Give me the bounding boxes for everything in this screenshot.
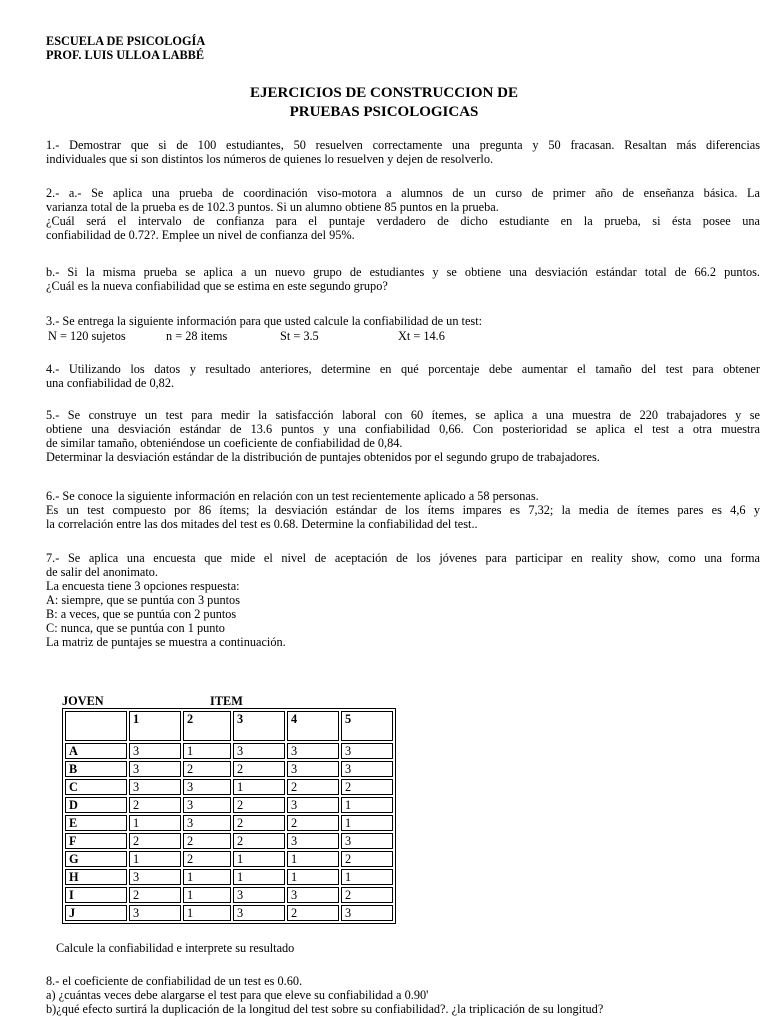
exercise-7-option-c: C: nunca, que se puntúa con 1 punto — [46, 621, 225, 635]
score-cell: 1 — [129, 815, 181, 831]
score-cell: 2 — [341, 887, 393, 903]
score-cell: 3 — [129, 869, 181, 885]
exercise-6-line-1: 6.- Se conoce la siguiente información en relación con un test recientemente aplicado a 58 personas. — [46, 489, 539, 503]
exercise-7-line-7: La matriz de puntajes se muestra a continuación. — [46, 635, 286, 649]
exercise-8-line-1: 8.- el coeficiente de confiabilidad de un test es 0.60. — [46, 974, 303, 988]
matrix-row — [65, 851, 393, 867]
matrix-row — [65, 833, 393, 849]
score-cell: 3 — [233, 905, 285, 921]
stat-xt: Xt = 14.6 — [398, 329, 445, 343]
score-cell: 1 — [183, 905, 231, 921]
exercise-7-option-a: A: siempre, que se puntúa con 3 puntos — [46, 593, 240, 607]
exercise-6 — [46, 489, 760, 531]
exercise-5-line-1: 5.- Se construye un test para medir la satisfacción laboral con 60 ítemes, se aplica a una muestra de 220 trabajadores y se — [46, 408, 760, 422]
joven-label-cell: A — [65, 743, 127, 759]
stat-n-subjects: N = 120 sujetos — [48, 329, 126, 343]
matrix-row — [65, 761, 393, 777]
matrix-item-label: ITEM — [210, 694, 243, 708]
score-cell: 3 — [183, 797, 231, 813]
exercise-8 — [46, 974, 760, 1016]
joven-label-cell: D — [65, 797, 127, 813]
score-cell: 3 — [183, 815, 231, 831]
title-line-1: EJERCICIOS DE CONSTRUCCION DE — [250, 85, 518, 101]
exercise-3-line-1: 3.- Se entrega la siguiente información para que usted calcule la confiabilidad de un test: — [46, 314, 483, 328]
document-title — [0, 84, 768, 122]
matrix-row — [65, 797, 393, 813]
matrix-row — [65, 815, 393, 831]
exercise-7-option-b: B: a veces, que se puntúa con 2 puntos — [46, 607, 237, 621]
exercise-2a-line-2: varianza total de la prueba es de 102.3 puntos. Si un alumno obtiene 85 puntos en la prueba. — [46, 200, 499, 214]
exercise-8-line-2: a) ¿cuántas veces debe alargarse el test para que eleve su confiabilidad a 0.90' — [46, 988, 429, 1002]
stat-n-items: n = 28 items — [166, 329, 228, 343]
score-cell: 3 — [287, 797, 339, 813]
exercise-5-line-4: Determinar la desviación estándar de la distribución de puntajes obtenidos por el segundo grupo de trabajadores. — [46, 450, 600, 464]
score-cell: 3 — [341, 905, 393, 921]
joven-label-cell: B — [65, 761, 127, 777]
exercise-5-line-3: de similar tamaño, obteniéndose un coeficiente de confiabilidad de 0,84. — [46, 436, 403, 450]
score-cell: 1 — [341, 797, 393, 813]
joven-label-cell: C — [65, 779, 127, 795]
score-cell: 3 — [233, 887, 285, 903]
score-cell: 2 — [341, 851, 393, 867]
score-cell: 1 — [287, 869, 339, 885]
score-cell: 3 — [287, 761, 339, 777]
professor-name: PROF. LUIS ULLOA LABBÉ — [46, 48, 205, 62]
score-cell: 1 — [183, 743, 231, 759]
matrix-instruction: Calcule la confiabilidad e interprete su resultado — [56, 941, 295, 955]
exercise-1 — [46, 138, 760, 166]
document-header — [46, 34, 205, 62]
score-cell: 3 — [341, 833, 393, 849]
score-cell: 3 — [129, 743, 181, 759]
score-cell: 3 — [183, 779, 231, 795]
exercise-5-line-2: obtiene una desviación estándar de 13.6 puntos y una confiabilidad 0,66. Con posterioridad se aplica el test a otra muestra — [46, 422, 760, 436]
exercise-6-line-2: Es un test compuesto por 86 ítems; la desviación estándar de los ítems impares es 7,32; la media de ítemes pares es 4,6 y — [46, 503, 760, 517]
exercise-6-line-3: la correlación entre las dos mitades del test es 0.68. Determine la confiabilidad del test.. — [46, 517, 478, 531]
score-cell: 3 — [129, 761, 181, 777]
score-cell: 2 — [287, 905, 339, 921]
score-cell: 2 — [287, 815, 339, 831]
score-cell: 2 — [341, 779, 393, 795]
exercise-2a-line-1: 2.- a.- Se aplica una prueba de coordinación viso-motora a alumnos de un curso de primer año de enseñanza básica. La — [46, 186, 760, 200]
exercise-4-line-2: una confiabilidad de 0,82. — [46, 376, 175, 390]
score-cell: 3 — [341, 743, 393, 759]
exercise-7-line-3: La encuesta tiene 3 opciones respuesta: — [46, 579, 240, 593]
school-name: ESCUELA DE PSICOLOGÍA — [46, 34, 206, 48]
matrix-header-row — [65, 711, 393, 741]
joven-label-cell: H — [65, 869, 127, 885]
score-cell: 2 — [287, 779, 339, 795]
exercise-8-line-3: b)¿qué efecto surtirá la duplicación de la longitud del test sobre su confiabilidad?. ¿la triplicación de su longitud? — [46, 1002, 604, 1016]
exercise-4 — [46, 362, 760, 390]
score-cell: 2 — [183, 833, 231, 849]
exercise-3 — [46, 314, 760, 328]
score-cell: 1 — [183, 869, 231, 885]
score-cell: 2 — [129, 887, 181, 903]
joven-label-cell: I — [65, 887, 127, 903]
exercise-2a-line-3: ¿Cuál será el intervalo de confianza para el puntaje verdadero de dicho estudiante en la prueba, si ésta posee una — [46, 214, 760, 228]
item-header-4: 4 — [287, 711, 339, 741]
score-cell: 1 — [341, 869, 393, 885]
exercise-2a — [46, 186, 760, 242]
exercise-4-line-1: 4.- Utilizando los datos y resultado anteriores, determine en qué porcentaje debe aumentar el tamaño del test para obtener — [46, 362, 760, 376]
exercise-7-line-2: de salir del anonimato. — [46, 565, 159, 579]
exercise-5 — [46, 408, 760, 464]
exercise-2b-line-2: ¿Cuál es la nueva confiabilidad que se estima en este segundo grupo? — [46, 279, 388, 293]
score-cell: 2 — [183, 761, 231, 777]
joven-label-cell: E — [65, 815, 127, 831]
score-cell: 2 — [129, 833, 181, 849]
joven-label-cell: G — [65, 851, 127, 867]
score-cell: 1 — [341, 815, 393, 831]
matrix-row — [65, 905, 393, 921]
exercise-7-line-1: 7.- Se aplica una encuesta que mide el nivel de aceptación de los jóvenes para participar en reality show, como una forma — [46, 551, 760, 565]
score-cell: 1 — [129, 851, 181, 867]
stat-st: St = 3.5 — [280, 329, 319, 343]
joven-label-cell: J — [65, 905, 127, 921]
exercise-2a-line-4: confiabilidad de 0.72?. Emplee un nivel de confianza del 95%. — [46, 228, 355, 242]
item-header-2: 2 — [183, 711, 231, 741]
score-cell: 1 — [183, 887, 231, 903]
score-cell: 1 — [233, 779, 285, 795]
score-matrix — [62, 708, 396, 924]
exercise-1-line-2: individuales que si son distintos los números de quienes lo resuelven y dejen de resolverlo. — [46, 152, 494, 166]
score-cell: 2 — [233, 833, 285, 849]
matrix-row — [65, 779, 393, 795]
matrix-row — [65, 743, 393, 759]
joven-label-cell: F — [65, 833, 127, 849]
score-cell: 3 — [287, 833, 339, 849]
matrix-corner-cell — [65, 711, 127, 741]
score-cell: 2 — [233, 797, 285, 813]
matrix-row — [65, 887, 393, 903]
score-cell: 2 — [129, 797, 181, 813]
score-cell: 3 — [129, 779, 181, 795]
score-cell: 3 — [233, 743, 285, 759]
score-cell: 3 — [287, 743, 339, 759]
item-header-1: 1 — [129, 711, 181, 741]
exercise-1-line-1: 1.- Demostrar que si de 100 estudiantes, 50 resuelven correctamente una pregunta y 50 fracasan. Resaltan más diferencias — [46, 138, 760, 152]
title-line-2: PRUEBAS PSICOLOGICAS — [289, 104, 479, 120]
score-cell: 3 — [287, 887, 339, 903]
score-cell: 1 — [233, 869, 285, 885]
exercise-2b — [46, 265, 760, 293]
exercise-7 — [46, 551, 760, 649]
matrix-row — [65, 869, 393, 885]
score-cell: 1 — [287, 851, 339, 867]
score-cell: 3 — [129, 905, 181, 921]
score-cell: 1 — [233, 851, 285, 867]
score-cell: 2 — [233, 761, 285, 777]
matrix-joven-label: JOVEN — [62, 694, 104, 708]
score-cell: 2 — [233, 815, 285, 831]
score-cell: 2 — [183, 851, 231, 867]
item-header-5: 5 — [341, 711, 393, 741]
item-header-3: 3 — [233, 711, 285, 741]
exercise-2b-line-1: b.- Si la misma prueba se aplica a un nuevo grupo de estudiantes y se obtiene una desviación estándar total de 66.2 puntos. — [46, 265, 760, 279]
score-cell: 3 — [341, 761, 393, 777]
